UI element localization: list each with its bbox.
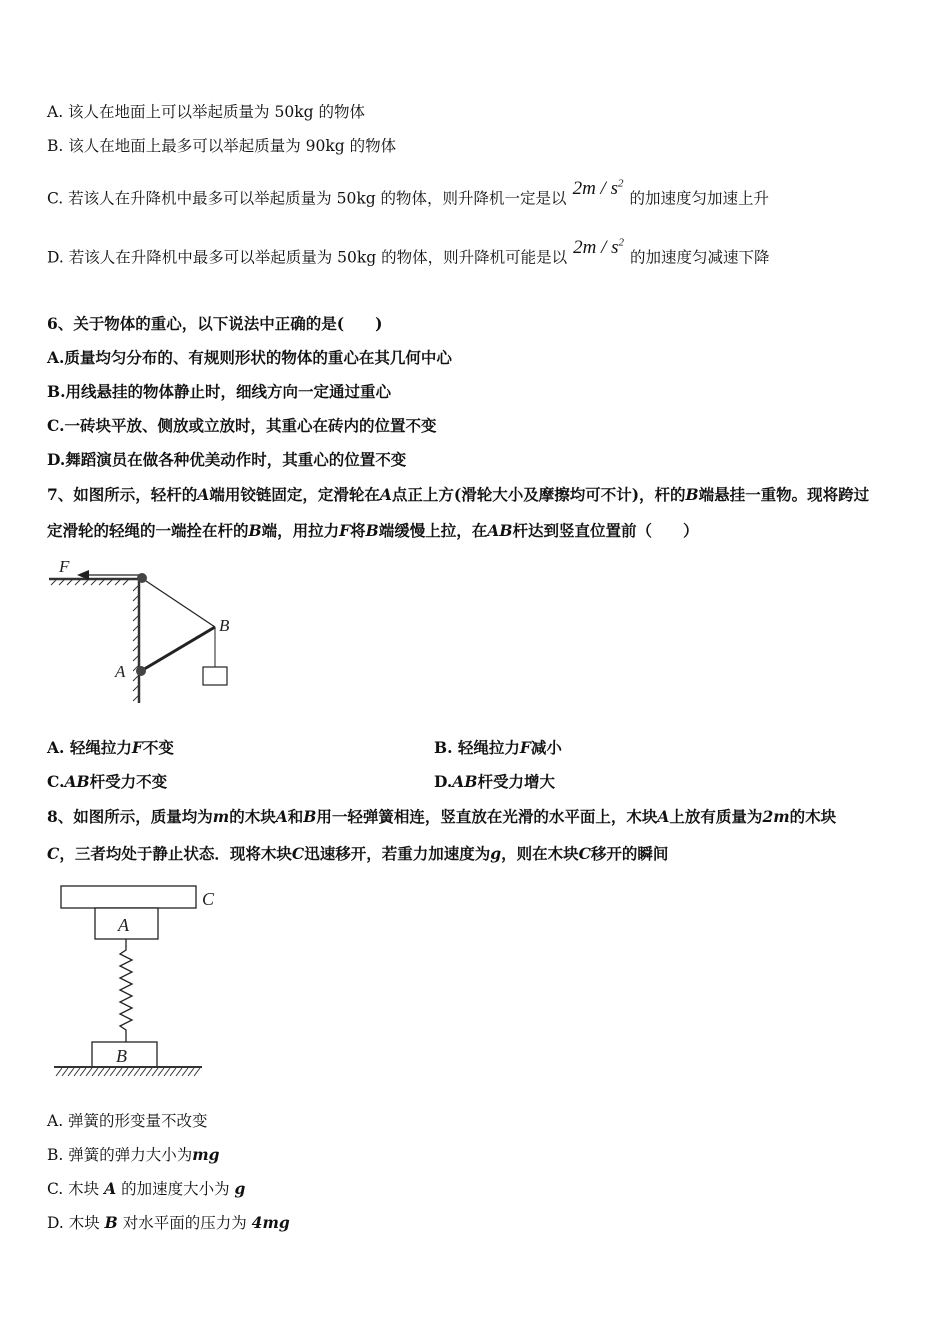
q7-wall — [133, 579, 139, 703]
q5-option-d — [47, 237, 770, 267]
q7-stem-line1: 7、如图所示，轻杆的A端用铰链固定，定滑轮在A点正上方(滑轮大小及摩擦均可不计)，杆的B端悬挂一重物。现将跨过 — [47, 485, 870, 504]
q8-figure — [50, 880, 230, 1085]
q5-option-b-text: B. 该人在地面上最多可以举起质量为 90kg 的物体 — [47, 137, 397, 155]
q7-ceiling — [49, 579, 141, 585]
q8-option-d: D. 木块 B 对水平面的压力为 4mg — [47, 1213, 290, 1232]
q5-option-c-text: C. 若该人在升降机中最多可以举起质量为 50kg 的物体，则升降机一定是以 — [47, 189, 567, 208]
q7-hinge-a — [136, 666, 146, 676]
q5-option-a-text: A. 该人在地面上可以举起质量为 50kg 的物体 — [47, 103, 365, 121]
q8-stem-line2: C，三者均处于静止状态．现将木块C迅速移开，若重力加速度为g，则在木块C移开的瞬间 — [47, 844, 669, 863]
q7-stem-line2: 定滑轮的轻绳的一端拴在杆的B端，用拉力F将B端缓慢上拉，在AB杆达到竖直位置前（ ） — [47, 521, 699, 540]
q8-label-a: A — [118, 915, 129, 935]
q7-weight — [203, 667, 227, 685]
q7-option-c: C.AB杆受力不变 — [47, 772, 168, 791]
q5-option-d-text: D. 若该人在升降机中最多可以举起质量为 50kg 的物体，则升降机可能是以 — [47, 248, 568, 267]
q8-option-a: A. 弹簧的形变量不改变 — [47, 1112, 208, 1130]
q8-spring — [120, 939, 132, 1042]
q5-option-c-accel: $2m / s^2$ — [572, 178, 624, 200]
q7-option-a: A. 轻绳拉力F不变 — [47, 738, 174, 757]
q6-option-a: A.质量均匀分布的、有规则形状的物体的重心在其几何中心 — [47, 348, 452, 367]
q5-option-c-tail: 的加速度匀加速上升 — [629, 189, 769, 208]
q7-label-f: F — [59, 557, 70, 576]
q7-pulley — [137, 573, 147, 583]
q5-option-c — [47, 178, 769, 208]
q8-option-c: C. 木块 A 的加速度大小为 g — [47, 1179, 246, 1198]
q6-option-d: D.舞蹈演员在做各种优美动作时，其重心的位置不变 — [47, 450, 407, 469]
q7-option-d: D.AB杆受力增大 — [434, 772, 555, 791]
q5-option-a — [47, 102, 365, 122]
q8-option-b: B. 弹簧的弹力大小为mg — [47, 1145, 220, 1164]
q8-block-c — [61, 886, 196, 908]
q6-stem: 6、关于物体的重心，以下说法中正确的是( ) — [47, 314, 383, 333]
q7-option-b: B. 轻绳拉力F减小 — [434, 738, 562, 757]
q7-label-b: B — [219, 616, 230, 635]
q7-figure — [45, 555, 245, 705]
q5-option-d-accel: $2m / s^2$ — [573, 237, 625, 259]
q7-rope — [143, 579, 215, 627]
q8-stem-line1: 8、如图所示，质量均为m的木块A和B用一轻弹簧相连，竖直放在光滑的水平面上，木块A上放有质量为2m的木块 — [47, 807, 837, 826]
q8-label-b: B — [116, 1046, 127, 1066]
q8-label-c: C — [202, 889, 215, 909]
q6-option-c: C.一砖块平放、侧放或立放时，其重心在砖内的位置不变 — [47, 416, 437, 435]
q6-option-b: B.用线悬挂的物体静止时，细线方向一定通过重心 — [47, 382, 391, 401]
q7-label-a: A — [115, 662, 126, 681]
q7-rod-ab — [141, 627, 215, 671]
q8-ground — [54, 1067, 202, 1076]
q5-option-d-tail: 的加速度匀减速下降 — [630, 248, 770, 267]
q5-option-b — [47, 136, 396, 156]
